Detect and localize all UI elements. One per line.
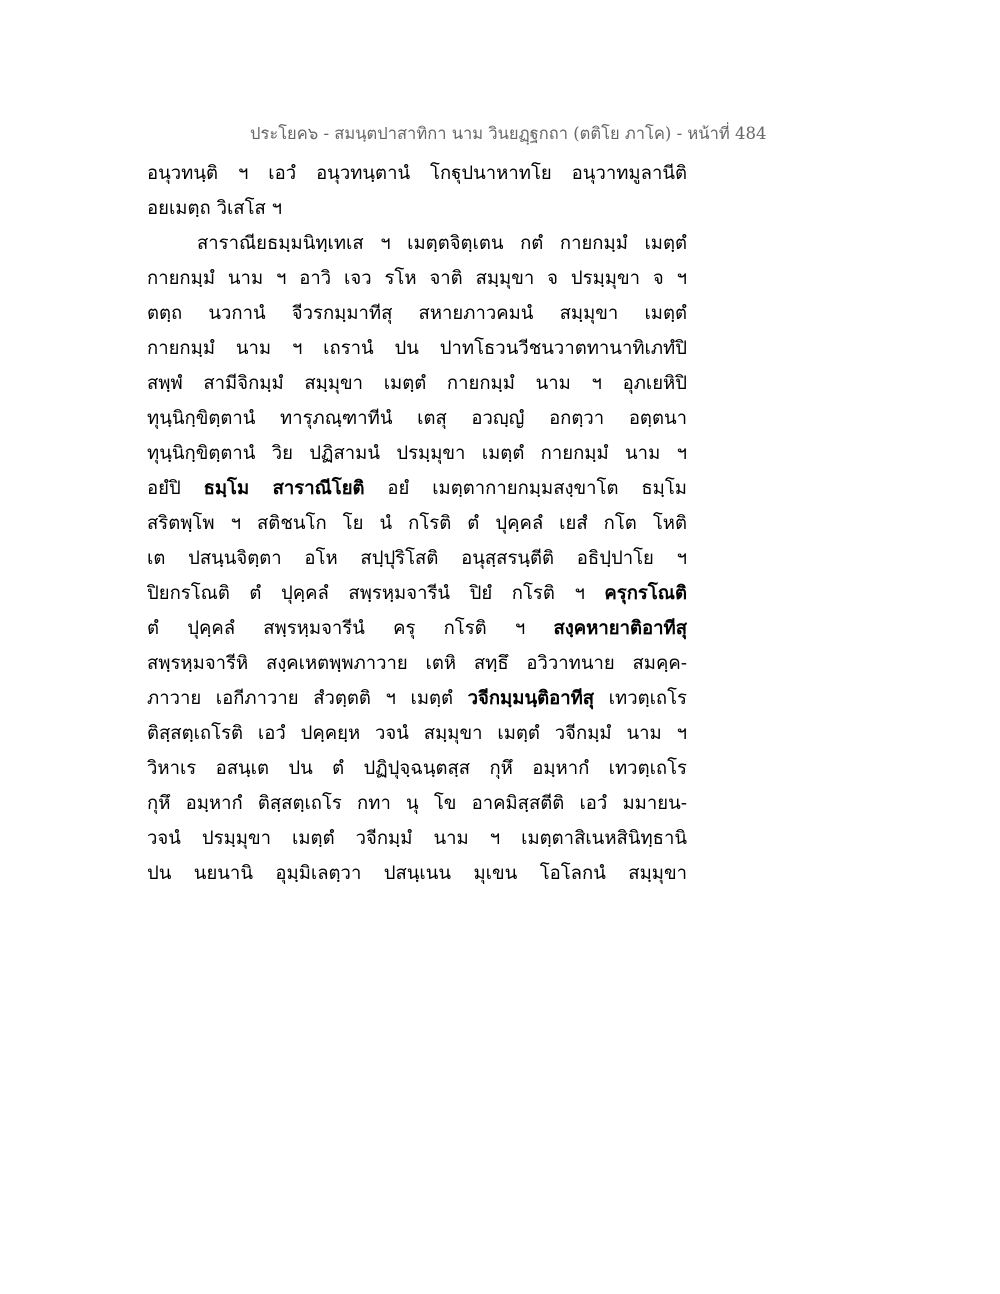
bold-term: ครุกรโณติ <box>604 583 687 604</box>
text-line <box>147 786 687 821</box>
text-segment: ปิยกรโณติ ตํ ปุคฺคลํ สพฺรหฺมจารีนํ ปิยํ กโรติ ฯ <box>147 583 605 604</box>
text-segment: ปน นยนานิ อุมฺมิเลตฺวา ปสนฺเนน มุเขน โอโลกนํ สมฺมุขา <box>147 863 687 884</box>
text-line <box>147 401 687 436</box>
running-header-text: ประโยค๖ - สมนฺตปาสาทิกา นาม วินยฏฺฐกถา (ตติโย ภาโค) - หน้าที่ 484 <box>250 124 767 143</box>
text-segment: สาราณียธมฺมนิทฺเทเส ฯ เมตฺตจิตฺเตน กตํ กายกมฺมํ เมตฺตํ <box>197 233 687 254</box>
text-line <box>147 156 687 191</box>
text-line <box>147 611 687 646</box>
text-segment: เต ปสนฺนจิตฺตา อโห สปฺปุริโสติ อนุสฺสรนฺตีติ อธิปฺปาโย ฯ <box>147 548 687 569</box>
text-line <box>147 366 687 401</box>
text-segment: วิหาเร อสนฺเต ปน ตํ ปฏิปุจฺฉนฺตสฺส กุหึ อมฺหากํ เทวตฺเถโร <box>147 758 687 779</box>
text-segment: อนุวทนฺติ ฯ เอวํ อนุวทนฺตานํ โกฐุปนาหาทโย อนุวาทมูลานีติ <box>147 163 687 184</box>
text-line <box>147 716 687 751</box>
text-segment: กุหึ อมฺหากํ ติสฺสตฺเถโร กทา นุ โข อาคมิสฺสตีติ เอวํ มมายน- <box>147 793 687 814</box>
text-segment: อยํ เมตฺตากายกมฺมสงฺขาโต ธมฺโม <box>364 478 687 499</box>
text-segment: ตตฺถ นวกานํ จีวรกมฺมาทีสุ สหายภาวคมนํ สมฺมุขา เมตฺตํ <box>147 303 687 324</box>
text-line <box>147 261 687 296</box>
text-segment: เทวตฺเถโร <box>594 688 687 709</box>
running-header <box>0 122 1000 146</box>
text-line <box>147 296 687 331</box>
text-line <box>147 646 687 681</box>
text-line <box>147 226 687 261</box>
text-segment: สริตพฺโพ ฯ สติชนโก โย นํ กโรติ ตํ ปุคฺคลํ เยสํ กโต โหติ <box>147 513 687 534</box>
body-text <box>147 156 687 891</box>
text-line <box>147 856 687 891</box>
text-line <box>147 681 687 716</box>
text-segment: วจนํ ปรมฺมุขา เมตฺตํ วจีกมฺมํ นาม ฯ เมตฺตาสิเนหสินิทฺธานิ <box>147 828 687 849</box>
text-segment: ทุนฺนิกฺขิตฺตานํ ทารุภณฺฑาทีนํ เตสุ อวญฺญํ อกตฺวา อตฺตนา <box>147 408 687 429</box>
text-segment: ตํ ปุคฺคลํ สพฺรหฺมจารีนํ ครุ กโรติ ฯ <box>147 618 554 639</box>
text-line <box>147 751 687 786</box>
text-segment: อยํปิ <box>147 478 204 499</box>
text-line <box>147 331 687 366</box>
text-segment: กายกมฺมํ นาม ฯ เถรานํ ปน ปาทโธวนวีชนวาตทานาทิเภทํปิ <box>147 338 687 359</box>
text-segment: ทุนฺนิกฺขิตฺตานํ วิย ปฏิสามนํ ปรมฺมุขา เมตฺตํ กายกมฺมํ นาม ฯ <box>147 443 687 464</box>
bold-term: วจีกมฺมนฺติอาทีสุ <box>467 688 595 709</box>
text-segment: ภาวาย เอกีภาวาย สํวตฺตติ ฯ เมตฺตํ <box>147 688 468 709</box>
text-line <box>147 576 687 611</box>
text-segment: กายกมฺมํ นาม ฯ อาวิ เจว รโห จาติ สมฺมุขา จ ปรมฺมุขา จ ฯ <box>147 268 687 289</box>
text-segment: อยเมตฺถ วิเสโส ฯ <box>147 198 283 219</box>
text-line <box>147 191 687 226</box>
bold-term: สงฺคหายาติอาทีสุ <box>553 618 687 639</box>
text-segment: สพฺรหฺมจารีหิ สงฺคเหตพฺพภาวาย เตหิ สทฺธึ อวิวาทนาย สมคฺค- <box>147 653 687 674</box>
text-line <box>147 541 687 576</box>
text-line <box>147 471 687 506</box>
text-line <box>147 506 687 541</box>
text-segment: สพฺพํ สามีจิกมฺมํ สมฺมุขา เมตฺตํ กายกมฺมํ นาม ฯ อุภเยหิปิ <box>147 373 687 394</box>
bold-term: ธมฺโม สาราณีโยติ <box>203 478 365 499</box>
text-line <box>147 436 687 471</box>
text-segment: ติสฺสตฺเถโรติ เอวํ ปคฺคยฺห วจนํ สมฺมุขา เมตฺตํ วจีกมฺมํ นาม ฯ <box>147 723 687 744</box>
text-line <box>147 821 687 856</box>
